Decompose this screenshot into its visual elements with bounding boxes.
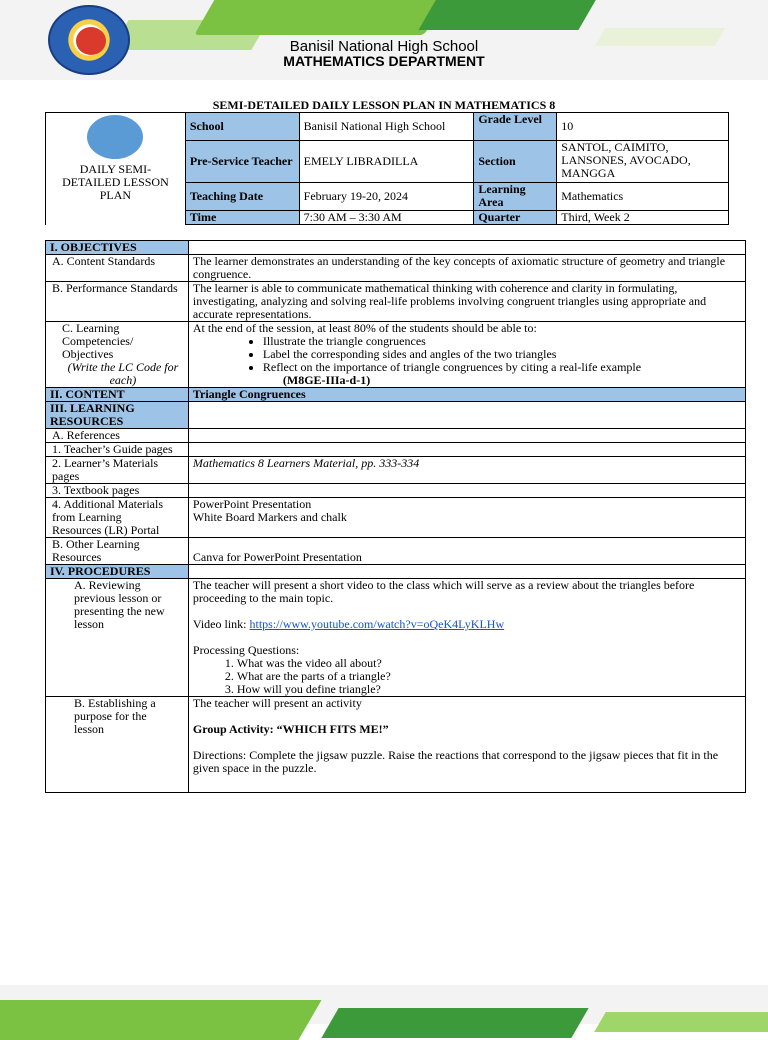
area-value: Mathematics (557, 183, 729, 211)
time-value: 7:30 AM – 3:30 AM (299, 211, 474, 225)
competencies-intro: At the end of the session, at least 80% of the students should be able to: (192, 321, 537, 335)
quarter-label: Quarter (474, 211, 557, 225)
objectives-heading-blank (188, 241, 745, 255)
section-value: SANTOL, CAIMITO, LANSONES, AVOCADO, MANGGA (557, 141, 729, 183)
content-standards-label: A. Content Standards (46, 255, 189, 282)
list-item: • Label the corresponding sides and angles of the two triangles (263, 348, 741, 361)
activity-directions (193, 749, 741, 775)
section-label: Section (474, 141, 557, 183)
competencies-label-cell (46, 322, 189, 388)
references-blank (188, 429, 745, 443)
school-label: School (185, 113, 299, 141)
list-item: • Illustrate the triangle congruences (263, 335, 741, 348)
list-item: 2. What are the parts of a triangle? (237, 670, 741, 683)
lesson-plan-table (45, 240, 746, 793)
department-name: MATHEMATICS DEPARTMENT (283, 53, 485, 69)
performance-standards-label: B. Performance Standards (46, 282, 189, 322)
procedure-b-intro: The teacher will present an activity (192, 696, 362, 710)
procedure-a-text: The teacher will present a short video to the class which will serve as a review about the triangles before proceeding to the main topic. (192, 578, 695, 605)
footer-decoration (594, 1012, 768, 1032)
list-item: 1. What was the video all about? (237, 657, 741, 670)
textbook-pages-label: 3. Textbook pages (46, 484, 189, 498)
competencies-label: C. Learning Competencies/ Objectives (62, 321, 134, 361)
header-decoration (418, 0, 601, 30)
teacher-value: EMELY LIBRADILLA (299, 141, 474, 183)
group-activity-title: Group Activity: “WHICH FITS ME!” (192, 722, 389, 736)
procedure-a-cell (188, 579, 745, 697)
lc-code: (M8GE-IIIa-d-1) (282, 373, 371, 387)
school-value: Banisil National High School (299, 113, 474, 141)
procedure-a-label: A. Reviewing previous lesson or presenting the new lesson (46, 579, 189, 697)
procedures-heading-blank (188, 565, 745, 579)
resources-heading-blank (188, 402, 745, 429)
resources-heading: III. LEARNING RESOURCES (46, 402, 189, 429)
time-label: Time (185, 211, 299, 225)
list-item: • Reflect on the importance of triangle congruences by citing a real-life example (263, 361, 741, 374)
teachers-guide-blank (188, 443, 745, 457)
video-link[interactable]: https://www.youtube.com/watch?v=oQeK4LyKLHw (249, 617, 505, 631)
references-label: A. References (46, 429, 189, 443)
video-line (193, 618, 741, 631)
teachers-guide-label: 1. Teacher’s Guide pages (46, 443, 189, 457)
quarter-value: Third, Week 2 (557, 211, 729, 225)
video-label: Video link: (192, 617, 250, 631)
procedure-b-label: B. Establishing a purpose for the lesson (46, 697, 189, 793)
area-label: Learning Area (474, 183, 557, 211)
additional-materials-label: 4. Additional Materials from Learning Resources (LR) Portal (46, 498, 189, 538)
objectives-heading: I. OBJECTIVES (46, 241, 189, 255)
additional-materials-cell (188, 498, 745, 538)
footer-decoration (0, 1000, 322, 1040)
content-standards-text: The learner demonstrates an understanding of the key concepts of axiomatic structure of geometry and triangle congruence. (188, 255, 745, 282)
directions-label: Directions: (192, 748, 247, 762)
school-name: Banisil National High School (289, 38, 479, 55)
date-label: Teaching Date (185, 183, 299, 211)
lesson-plan-title: SEMI-DETAILED DAILY LESSON PLAN IN MATHEMATICS 8 (212, 98, 556, 112)
grade-label: Grade Level (474, 113, 557, 141)
learners-materials-label: 2. Learner’s Materials pages (46, 457, 189, 484)
processing-questions (193, 657, 741, 696)
grade-value: 10 (557, 113, 729, 141)
additional-material-item: PowerPoint Presentation (192, 497, 312, 511)
additional-material-item: White Board Markers and chalk (192, 510, 347, 524)
lesson-info-table (45, 112, 729, 225)
content-value: Triangle Congruences (188, 388, 745, 402)
list-item: 3. How will you define triangle? (237, 683, 741, 696)
content-heading: II. CONTENT (46, 388, 189, 402)
directions-text: Complete the jigsaw puzzle. Raise the reactions that correspond to the jigsaw pieces that fit in the given space in the puzzle. (192, 748, 719, 775)
footer-decoration (321, 1008, 588, 1038)
competencies-cell (188, 322, 745, 388)
date-value: February 19-20, 2024 (299, 183, 474, 211)
performance-standards-text: The learner is able to communicate mathematical thinking with coherence and clarity in formulating, investigating, analyzing and solving real-life problems involving congruent triangles using appropriate and accurate representations. (188, 282, 745, 322)
competencies-list (193, 335, 741, 374)
plan-label: DAILY SEMI-DETAILED LESSON PLAN (62, 162, 169, 202)
other-resources-value: Canva for PowerPoint Presentation (188, 538, 745, 565)
procedures-heading: IV. PROCEDURES (46, 565, 189, 579)
plan-label-cell (46, 113, 186, 225)
learners-materials-value: Mathematics 8 Learners Material, pp. 333-334 (188, 457, 745, 484)
processing-label: Processing Questions: (192, 643, 300, 657)
decorative-circle (87, 115, 143, 159)
textbook-pages-blank (188, 484, 745, 498)
other-resources-label: B. Other Learning Resources (46, 538, 189, 565)
teacher-label: Pre-Service Teacher (185, 141, 299, 183)
lc-code-note: (Write the LC Code for each) (67, 360, 179, 387)
procedure-b-cell (188, 697, 745, 793)
header-decoration (194, 0, 456, 35)
